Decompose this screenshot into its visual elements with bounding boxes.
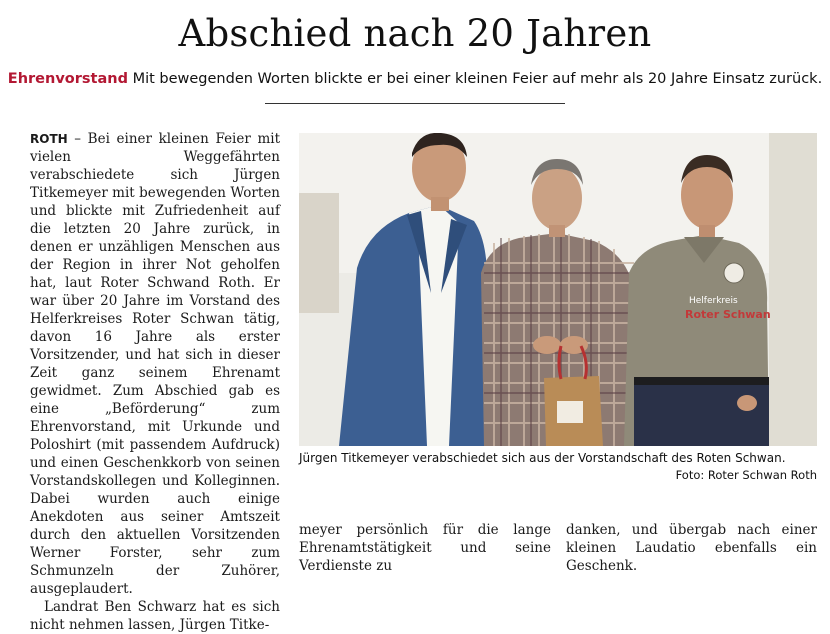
article-photo (299, 133, 817, 446)
article-column-1 (30, 130, 280, 634)
photo-illustration (299, 133, 817, 446)
shirt-print-line1: Helferkreis (689, 296, 738, 306)
article-column-3: danken, und übergab nach einer kleinen Laudatio ebenfalls ein Geschenk. (566, 522, 817, 574)
subline-text: Mit bewegenden Worten blickte er bei einer kleinen Feier auf mehr als 20 Jahre Einsatz zurück. (132, 71, 823, 87)
dateline: ROTH (30, 132, 68, 146)
article-column-2: meyer persönlich für die lange Ehrenamtstätigkeit und seine Verdienste zu (299, 522, 551, 574)
divider-rule (265, 103, 565, 104)
shirt-print-line2: Roter Schwan (685, 308, 771, 321)
paragraph-1 (30, 130, 280, 598)
headline: Abschied nach 20 Jahren (178, 12, 652, 55)
paragraph-2-start: Landrat Ben Schwarz hat es sich nicht nehmen lassen, Jürgen Titke- (30, 599, 280, 633)
kicker: Ehrenvorstand (7, 71, 128, 87)
photo-caption: Jürgen Titkemeyer verabschiedet sich aus der Vorstandschaft des Roten Schwan. (299, 451, 786, 465)
paragraph-1-text: – Bei einer kleinen Feier mit vielen Weggefährten verabschiedete sich Jürgen Titkemeyer mit bewegenden Worten und blickte mit Zufriedenheit auf die letzten 20 Jahre zurück, in denen er unzähligen Menschen aus der Region in ihrer Not geholfen hat, laut Roter Schwand Roth. Er war über 20 Jahre im Vorstand des Helferkreises Roter Schwan tätig, davon 16 Jahre als erster Vorsitzender, und hat sich in dieser Zeit ganz seinem Ehrenamt gewidmet. Zum Abschied gab es eine „Beförderung“ zum Ehrenvorstand, mit Urkunde und Poloshirt (mit passendem Aufdruck) und einen Geschenkkorb von seinen Vorstandskollegen und Kolleginnen. Dabei wurden auch einige Anekdoten aus seiner Amtszeit durch den aktuellen Vorsitzenden Werner Forster, sehr zum Schmunzeln der Zuhörer, ausgeplaudert. (30, 131, 280, 597)
subheadline (0, 68, 830, 90)
photo-credit: Foto: Roter Schwan Roth (675, 468, 817, 482)
